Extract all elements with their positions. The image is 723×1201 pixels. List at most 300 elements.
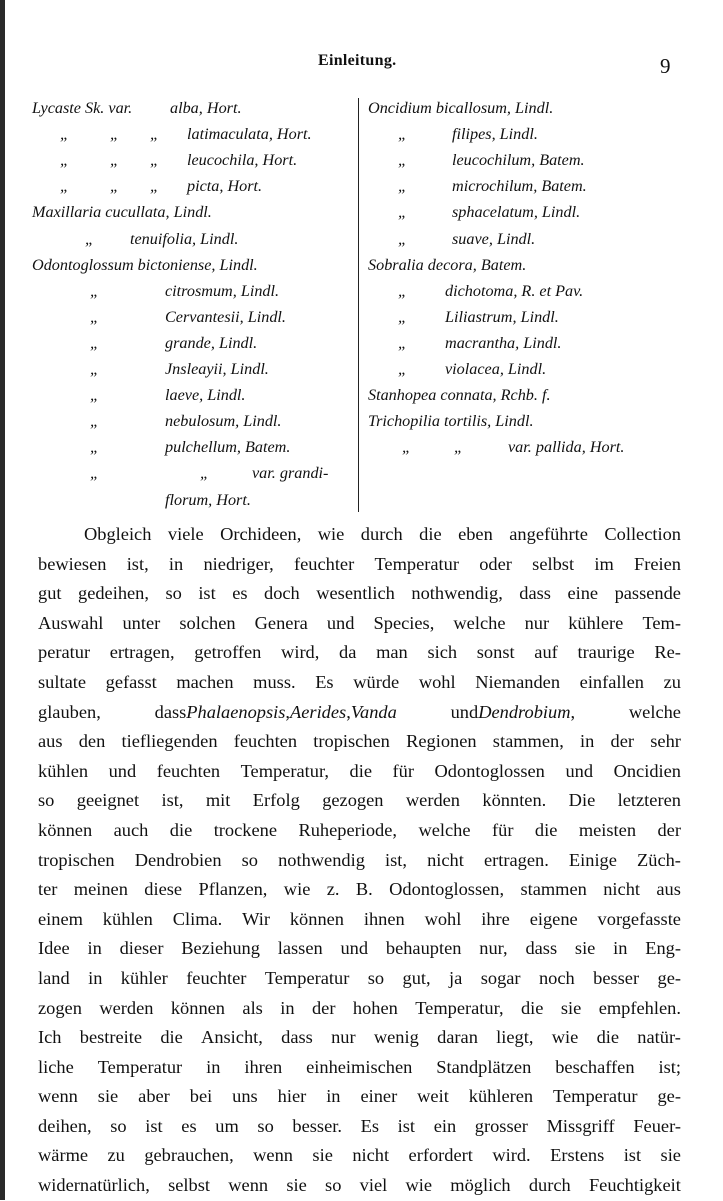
word: viele [167, 524, 204, 544]
species-entry: tenuifolia, Lindl. [130, 229, 239, 248]
word: Ansicht, [201, 1027, 263, 1048]
word: aber [138, 1086, 170, 1107]
text-line [38, 1053, 681, 1083]
text-line [38, 964, 681, 994]
ditto-mark: „ [85, 229, 95, 248]
word: sonst [476, 642, 515, 663]
text-line [38, 727, 681, 757]
word: muss. [253, 671, 296, 692]
word: gefasst [105, 671, 157, 692]
species-entry: grande, Lindl. [165, 333, 258, 352]
text-line [38, 994, 681, 1024]
word: Ich [38, 1027, 62, 1048]
word: der [610, 731, 635, 752]
word: nicht [603, 879, 641, 900]
word: feuchter [186, 967, 247, 988]
word: tropischen [38, 849, 115, 870]
word: ein [433, 1115, 457, 1136]
word: Clima. [172, 908, 223, 929]
word: eben [458, 524, 493, 544]
word: ist, [385, 849, 407, 870]
word: in [87, 938, 102, 959]
word: Temperatur, [415, 997, 504, 1018]
species-entry: violacea, Lindl. [445, 360, 547, 378]
word: man [376, 642, 408, 663]
ditto-mark: „ [90, 333, 100, 352]
species-entry: macrantha, Lindl. [445, 333, 562, 352]
word: sie [312, 1145, 333, 1166]
word: Feuchtigkeit [588, 1175, 681, 1196]
word: der [657, 819, 681, 840]
ditto-mark: „ [398, 307, 408, 326]
word: Temperatur [264, 967, 350, 988]
word: ertragen, [109, 642, 175, 663]
list-item [30, 96, 700, 120]
ditto-mark: „ [110, 125, 120, 144]
word: zu [663, 671, 681, 692]
word: wird. [492, 1145, 531, 1166]
word: Es [360, 1115, 380, 1136]
word: angeführte [509, 524, 588, 544]
list-item [30, 331, 700, 355]
word: könnten. [482, 790, 547, 811]
word: Pflanzen, [198, 879, 268, 900]
ditto-mark: „ [150, 125, 160, 144]
word: in [580, 731, 595, 752]
word: Freien [634, 553, 681, 574]
word: welche [453, 612, 506, 633]
word: getroffen [194, 642, 262, 663]
word: auch [113, 819, 149, 840]
species-entry: Odontoglossum bictoniense, Lindl. [32, 255, 258, 274]
species-entry: leucochilum, Batem. [452, 151, 585, 170]
word: da [339, 642, 357, 663]
word: wie [317, 524, 345, 544]
word: die [534, 819, 558, 840]
word: als [242, 997, 263, 1018]
word: wird, [281, 642, 320, 663]
word: Collection [604, 524, 681, 544]
ditto-mark: „ [90, 360, 100, 378]
word: in [613, 938, 628, 959]
species-entry: var. pallida, Hort. [508, 438, 625, 457]
word: nur, [479, 938, 508, 959]
word: dass [525, 938, 558, 959]
word: gebrauchen, [144, 1145, 234, 1166]
word: Einige [568, 849, 617, 870]
list-item [30, 174, 700, 198]
word: es [181, 1115, 197, 1136]
word: dieser [119, 938, 164, 959]
species-entry: latimaculata, Hort. [187, 125, 312, 144]
word: im [594, 553, 614, 574]
word: ist, [161, 790, 184, 811]
word: wärme [38, 1145, 89, 1166]
species-entry: filipes, Lindl. [452, 125, 538, 144]
word: feuchter [293, 553, 355, 574]
word: Erstens [550, 1145, 605, 1166]
word: können [170, 997, 225, 1018]
word: zu [107, 1145, 125, 1166]
word: Niemanden [475, 671, 561, 692]
word: und [326, 612, 355, 633]
word: besser [593, 967, 640, 988]
word: selbst [532, 553, 575, 574]
word: welche [628, 701, 681, 722]
ditto-mark: „ [398, 203, 408, 222]
word: die [160, 1027, 183, 1048]
text-line [38, 1141, 681, 1171]
word: ertragen. [483, 849, 549, 870]
word: ist, [126, 553, 149, 574]
word: wohl [418, 671, 456, 692]
word: für [392, 760, 414, 781]
word: sultate [38, 671, 87, 692]
word: sehr [650, 731, 681, 752]
ditto-mark: „ [90, 386, 100, 405]
text-line [38, 609, 681, 639]
word: weit [417, 1086, 449, 1107]
word: Odontoglossen [434, 760, 545, 781]
word: so [165, 583, 182, 604]
species-entry: Maxillaria cucullata, Lindl. [32, 203, 212, 222]
word: hier [277, 1086, 307, 1107]
ditto-mark: „ [90, 464, 100, 483]
word: liegt, [496, 1027, 534, 1048]
word: kühlere [568, 612, 624, 633]
word: in [326, 1086, 341, 1107]
species-entry: picta, Hort. [187, 177, 263, 196]
word: den [78, 731, 106, 752]
word: so [38, 790, 55, 811]
ditto-mark: „ [150, 177, 160, 196]
word: wie [405, 1175, 433, 1196]
word: selbst [168, 1175, 210, 1196]
list-item [30, 435, 700, 459]
word: zogen [38, 997, 82, 1018]
word: so [241, 849, 258, 870]
word: sie [286, 1175, 307, 1196]
ditto-mark: „ [60, 125, 70, 144]
text-line [38, 875, 681, 905]
word: Züch- [637, 849, 681, 870]
word: so [110, 1115, 127, 1136]
word: so [257, 1115, 274, 1136]
word: Die [568, 790, 596, 811]
word: Dendrobien [134, 849, 222, 870]
word: trockene [213, 819, 277, 840]
list-item [30, 488, 700, 512]
species-entry: Jnsleayii, Lindl. [165, 360, 269, 378]
word: kühlen [102, 908, 153, 929]
word: natür- [637, 1027, 681, 1048]
species-entry: Stanhopea connata, Rchb. f. [368, 386, 551, 405]
ditto-mark: „ [398, 360, 408, 378]
word: einheimischen [306, 1056, 413, 1077]
word: noch [538, 967, 575, 988]
word: besser. [292, 1115, 342, 1136]
word: sich [427, 642, 458, 663]
word: in [168, 553, 184, 574]
word: und [565, 760, 594, 781]
species-entry: Liliastrum, Lindl. [445, 307, 559, 326]
word: vorgefasste [597, 908, 681, 929]
word: Standplätzen [436, 1056, 532, 1077]
species-entry: Oncidium bicallosum, Lindl. [368, 99, 554, 117]
word: meisten [578, 819, 637, 840]
word: nicht [427, 849, 464, 870]
text-line [38, 550, 681, 580]
word: die [169, 819, 193, 840]
species-entry: alba, Hort. [170, 99, 242, 117]
word: geeignet [76, 790, 140, 811]
page-number: 9 [660, 54, 671, 78]
word: nur [331, 1027, 356, 1048]
word: wie [551, 1027, 579, 1048]
word: Feuer- [633, 1115, 681, 1136]
list-item [30, 200, 700, 224]
word: sie [97, 1086, 119, 1107]
word: Wir [242, 908, 270, 929]
text-line [38, 668, 681, 698]
ditto-mark: „ [110, 151, 120, 170]
list-item [30, 357, 700, 381]
ditto-mark: „ [454, 438, 464, 457]
ditto-mark: „ [60, 151, 70, 170]
text-line [38, 579, 681, 609]
word: doch [264, 583, 300, 604]
word: welche [418, 819, 471, 840]
word: sie [660, 1145, 681, 1166]
word: gut [38, 583, 62, 604]
list-item [30, 122, 700, 146]
text-line [38, 816, 681, 846]
word: gedeihen, [78, 583, 149, 604]
list-item [30, 305, 700, 329]
word: dassPhalaenopsis,Aerides,Vanda [154, 701, 397, 722]
word: Erfolg [252, 790, 300, 811]
word: Genera [254, 612, 308, 633]
word: einem [38, 908, 83, 929]
word: Re- [654, 642, 681, 663]
running-title: Einleitung. [318, 52, 397, 69]
word: und [340, 938, 369, 959]
word: letzteren [617, 790, 681, 811]
word: Regionen [406, 731, 477, 752]
word: meinen [73, 879, 128, 900]
word: ist [198, 583, 216, 604]
text-line [38, 1171, 681, 1201]
word: so [367, 967, 385, 988]
word: aus [38, 731, 63, 752]
word: eine [567, 583, 599, 604]
word: lassen [277, 938, 323, 959]
word: aus [656, 879, 681, 900]
word: beschaffen [555, 1056, 635, 1077]
word: dass [281, 1027, 313, 1048]
word: hohen [352, 997, 398, 1018]
word: ist [623, 1145, 642, 1166]
word: in [88, 967, 103, 988]
word: wie [283, 879, 311, 900]
word: ge- [657, 1086, 681, 1107]
word: tiefliegenden [121, 731, 218, 752]
word: können [38, 819, 93, 840]
word: Beziehung [181, 938, 260, 959]
word: Orchideen, [220, 524, 302, 544]
word: gut, [402, 967, 431, 988]
word: wenn [38, 1086, 78, 1107]
text-line [38, 1112, 681, 1142]
page-gutter-shadow [0, 0, 5, 1200]
word: Ruheperiode, [298, 819, 398, 840]
ditto-mark: „ [90, 307, 100, 326]
body-paragraph [38, 520, 681, 1201]
word: mit [205, 790, 231, 811]
word: bestreite [79, 1027, 143, 1048]
ditto-mark: „ [60, 177, 70, 196]
species-entry: sphacelatum, Lindl. [452, 203, 581, 222]
word: peratur [38, 642, 91, 663]
word: nothwendig, [411, 583, 503, 604]
text-line [38, 786, 681, 816]
word: es [232, 583, 248, 604]
word: werden [405, 790, 460, 811]
text-line [38, 698, 681, 728]
word: ist [397, 1115, 416, 1136]
word: um [215, 1115, 239, 1136]
species-entry: microchilum, Batem. [452, 177, 587, 196]
word: liche [38, 1056, 74, 1077]
word: werden [99, 997, 154, 1018]
word: stammen [520, 879, 587, 900]
word: kühlen [38, 760, 89, 781]
text-line [38, 905, 681, 935]
word: nothwendig [278, 849, 365, 870]
word: kühleren [468, 1086, 534, 1107]
word: ge- [657, 967, 681, 988]
text-line [38, 757, 681, 787]
word: Eng- [645, 938, 681, 959]
word: so [325, 1175, 342, 1196]
species-entry: Trichopilia tortilis, Lindl. [368, 412, 534, 431]
word: uns [232, 1086, 258, 1107]
species-entry: Sobralia decora, Batem. [368, 255, 527, 274]
species-entry: suave, Lindl. [452, 229, 536, 248]
word: und [108, 760, 137, 781]
word: eigene [529, 908, 578, 929]
ditto-mark: „ [90, 412, 100, 431]
ditto-mark: „ [398, 125, 408, 144]
word: widernatürlich, [38, 1175, 150, 1196]
word: die [349, 760, 372, 781]
word: auf [534, 642, 558, 663]
text-line [38, 520, 681, 550]
ditto-mark: „ [398, 151, 408, 170]
word: Temperatur [374, 553, 459, 574]
word: durch [360, 524, 403, 544]
list-item [30, 383, 700, 407]
list-item [30, 253, 700, 277]
word: Obgleich [84, 524, 152, 544]
species-entry: var. grandi- [252, 464, 329, 483]
word: wesentlich [316, 583, 395, 604]
word: einfallen [579, 671, 644, 692]
list-item [30, 409, 700, 433]
word: Temperatur [553, 1086, 638, 1107]
word: viel [359, 1175, 388, 1196]
word: nicht [352, 1145, 390, 1166]
ditto-mark: „ [110, 177, 120, 196]
word: niedriger, [203, 553, 274, 574]
text-line [38, 934, 681, 964]
word: behaupten [385, 938, 462, 959]
word: stammen, [492, 731, 564, 752]
species-entry: leucochila, Hort. [187, 151, 298, 170]
word: tropischen [313, 731, 390, 752]
word: der [311, 997, 336, 1018]
word: Es [315, 671, 334, 692]
word: sogar [480, 967, 521, 988]
word: feuchten [233, 731, 298, 752]
word: in [280, 997, 295, 1018]
word: wenn [253, 1145, 293, 1166]
word: die [419, 524, 442, 544]
word: ihnen [363, 908, 405, 929]
word: nur [524, 612, 550, 633]
word: glauben, [38, 701, 101, 722]
ditto-mark: „ [398, 177, 408, 196]
word: ter [38, 879, 58, 900]
word: deihen, [38, 1115, 92, 1136]
list-item [30, 461, 700, 485]
word: unter [122, 612, 161, 633]
ditto-mark: „ [90, 438, 100, 457]
word: Tem- [642, 612, 681, 633]
word: z. [326, 879, 340, 900]
word: grosser [474, 1115, 528, 1136]
ditto-mark: „ [398, 229, 408, 248]
word: ihren [244, 1056, 283, 1077]
word: wenn [228, 1175, 269, 1196]
word: sie [574, 938, 596, 959]
word: wenig [373, 1027, 419, 1048]
word: ist; [658, 1056, 681, 1077]
word: diese [144, 879, 183, 900]
word: Odontoglossen, [389, 879, 505, 900]
word: Temperatur, [240, 760, 329, 781]
word: ihre [481, 908, 510, 929]
text-line [38, 846, 681, 876]
word: durch [528, 1175, 571, 1196]
word: passende [614, 583, 681, 604]
species-entry: pulchellum, Batem. [165, 438, 291, 457]
word: Species, [373, 612, 435, 633]
word: die [520, 997, 544, 1018]
word: möglich [450, 1175, 511, 1196]
word: ist [145, 1115, 163, 1136]
text-line [38, 1082, 681, 1112]
species-entry: laeve, Lindl. [165, 386, 246, 405]
word: machen [176, 671, 234, 692]
word: Oncidien [613, 760, 681, 781]
ditto-mark: „ [398, 281, 408, 300]
word: kühler [120, 967, 168, 988]
species-entry: citrosmum, Lindl. [165, 281, 280, 300]
species-entry: nebulosum, Lindl. [165, 412, 282, 431]
word: einer [360, 1086, 398, 1107]
ditto-mark: „ [90, 281, 100, 300]
